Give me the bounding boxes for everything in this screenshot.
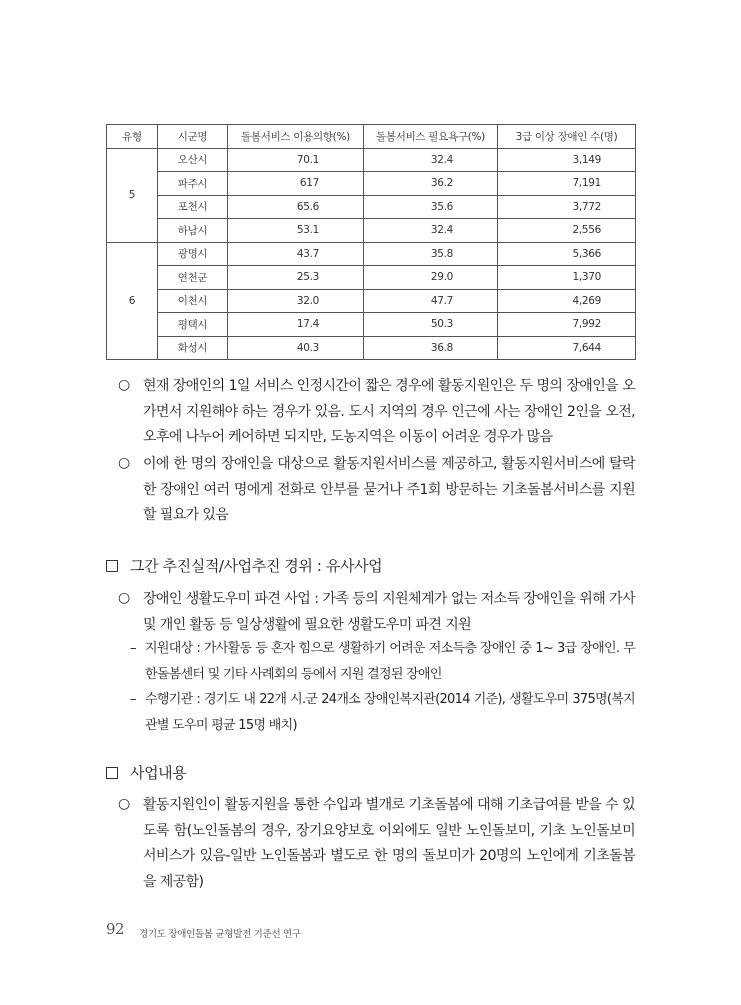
intent-cell: 32.0 bbox=[228, 289, 364, 313]
count-cell: 4,269 bbox=[498, 289, 636, 313]
need-cell: 29.0 bbox=[364, 266, 498, 290]
sub-item: 수행기관 : 경기도 내 22개 시.군 24개소 장애인복지관(2014 기준), 생활도우미 375명(복지관별 도우미 평균 15명 배치) bbox=[145, 692, 635, 733]
bullet-paragraph: 이에 한 명의 장애인을 대상으로 활동지원서비스를 제공하고, 활동지원서비스에 탈락한 장애인 여러 명에게 전화로 안부를 묻거나 주1회 방문하는 기초돌봄서비스를 지원할 필요가 있음 bbox=[143, 456, 635, 523]
intent-cell: 25.3 bbox=[228, 266, 364, 290]
section-heading bbox=[106, 555, 382, 576]
circle-bullet-icon: ○ bbox=[118, 796, 131, 812]
count-cell: 5,366 bbox=[498, 242, 636, 266]
table-row bbox=[107, 289, 636, 313]
sub-item: 지원대상 : 가사활동 등 혼자 힘으로 생활하기 어려운 저소득층 장애인 중 1~ 3급 장애인. 무한돌봄센터 및 기타 사례회의 등에서 지원 결정된 장애인 bbox=[145, 641, 636, 682]
dash-bullet-icon: – bbox=[130, 641, 137, 656]
col-header-count: 3급 이상 장애인 수(명) bbox=[498, 125, 636, 149]
footer-title: 경기도 장애인돌봄 균형발전 기준선 연구 bbox=[139, 929, 301, 940]
circle-bullet-icon: ○ bbox=[118, 455, 131, 471]
city-cell: 화성시 bbox=[158, 336, 228, 360]
city-cell: 광명시 bbox=[158, 242, 228, 266]
count-cell: 1,370 bbox=[498, 266, 636, 290]
table-row bbox=[107, 148, 636, 172]
section-heading-text: 그간 추진실적/사업추진 경위 : 유사사업 bbox=[130, 557, 383, 575]
dash-bullet-icon: – bbox=[130, 692, 137, 707]
count-cell: 7,191 bbox=[498, 172, 636, 196]
need-cell: 35.6 bbox=[364, 195, 498, 219]
count-cell: 2,556 bbox=[498, 219, 636, 243]
table-row bbox=[107, 195, 636, 219]
checkbox-square-icon bbox=[106, 767, 118, 779]
intent-cell: 65.6 bbox=[228, 195, 364, 219]
circle-bullet-icon: ○ bbox=[118, 590, 131, 606]
type-cell: 6 bbox=[107, 242, 158, 360]
count-cell: 3,149 bbox=[498, 148, 636, 172]
count-cell: 7,992 bbox=[498, 313, 636, 337]
section-heading-text: 사업내용 bbox=[130, 764, 187, 782]
need-cell: 47.7 bbox=[364, 289, 498, 313]
section-heading bbox=[106, 762, 186, 783]
col-header-type: 유형 bbox=[107, 125, 158, 149]
intent-cell: 53.1 bbox=[228, 219, 364, 243]
bullet-paragraph: 장애인 생활도우미 파견 사업 : 가족 등의 지원체계가 없는 저소득 장애인을 위해 가사 및 개인 활동 등 일상생활에 필요한 생활도우미 파견 지원 bbox=[143, 591, 635, 633]
intent-cell: 617 bbox=[228, 172, 364, 196]
intent-cell: 70.1 bbox=[228, 148, 364, 172]
need-cell: 32.4 bbox=[364, 148, 498, 172]
city-cell: 파주시 bbox=[158, 172, 228, 196]
type-cell: 5 bbox=[107, 148, 158, 242]
city-cell: 평택시 bbox=[158, 313, 228, 337]
checkbox-square-icon bbox=[106, 560, 118, 572]
col-header-city: 시군명 bbox=[158, 125, 228, 149]
need-cell: 32.4 bbox=[364, 219, 498, 243]
need-cell: 36.2 bbox=[364, 172, 498, 196]
city-cell: 이천시 bbox=[158, 289, 228, 313]
table-header-row bbox=[107, 125, 636, 149]
table-row bbox=[107, 266, 636, 290]
intent-cell: 17.4 bbox=[228, 313, 364, 337]
city-cell: 하남시 bbox=[158, 219, 228, 243]
circle-bullet-icon: ○ bbox=[118, 377, 131, 393]
table-row bbox=[107, 242, 636, 266]
table-row bbox=[107, 313, 636, 337]
col-header-need: 돌봄서비스 필요욕구(%) bbox=[364, 125, 498, 149]
bullet-paragraph: 현재 장애인의 1일 서비스 인정시간이 짧은 경우에 활동지원인은 두 명의 장애인을 오가면서 지원해야 하는 경우가 있음. 도시 지역의 경우 인근에 사는 장애인 2인을 오전, 오후에 나누어 케어하면 되지만, 도농지역은 이동이 어려운 경우가 많음 bbox=[143, 378, 635, 445]
table-row bbox=[107, 219, 636, 243]
intent-cell: 43.7 bbox=[228, 242, 364, 266]
table-row bbox=[107, 172, 636, 196]
need-cell: 35.8 bbox=[364, 242, 498, 266]
intent-cell: 40.3 bbox=[228, 336, 364, 360]
city-cell: 오산시 bbox=[158, 148, 228, 172]
city-care-table bbox=[106, 124, 636, 360]
table-row bbox=[107, 336, 636, 360]
page-number: 92 bbox=[106, 920, 125, 938]
count-cell: 7,644 bbox=[498, 336, 636, 360]
col-header-intent: 돌봄서비스 이용의향(%) bbox=[228, 125, 364, 149]
city-cell: 포천시 bbox=[158, 195, 228, 219]
need-cell: 36.8 bbox=[364, 336, 498, 360]
bullet-paragraph: 활동지원인이 활동지원을 통한 수입과 별개로 기초돌봄에 대해 기초급여를 받을 수 있도록 함(노인돌봄의 경우, 장기요양보호 이외에도 일반 노인돌보미, 기초 노인돌보미 서비스가 있음-일반 노인돌봄과 별도로 한 명의 돌보미가 20명의 노인에게 기초돌봄을 제공함) bbox=[143, 797, 635, 890]
count-cell: 3,772 bbox=[498, 195, 636, 219]
city-cell: 연천군 bbox=[158, 266, 228, 290]
need-cell: 50.3 bbox=[364, 313, 498, 337]
